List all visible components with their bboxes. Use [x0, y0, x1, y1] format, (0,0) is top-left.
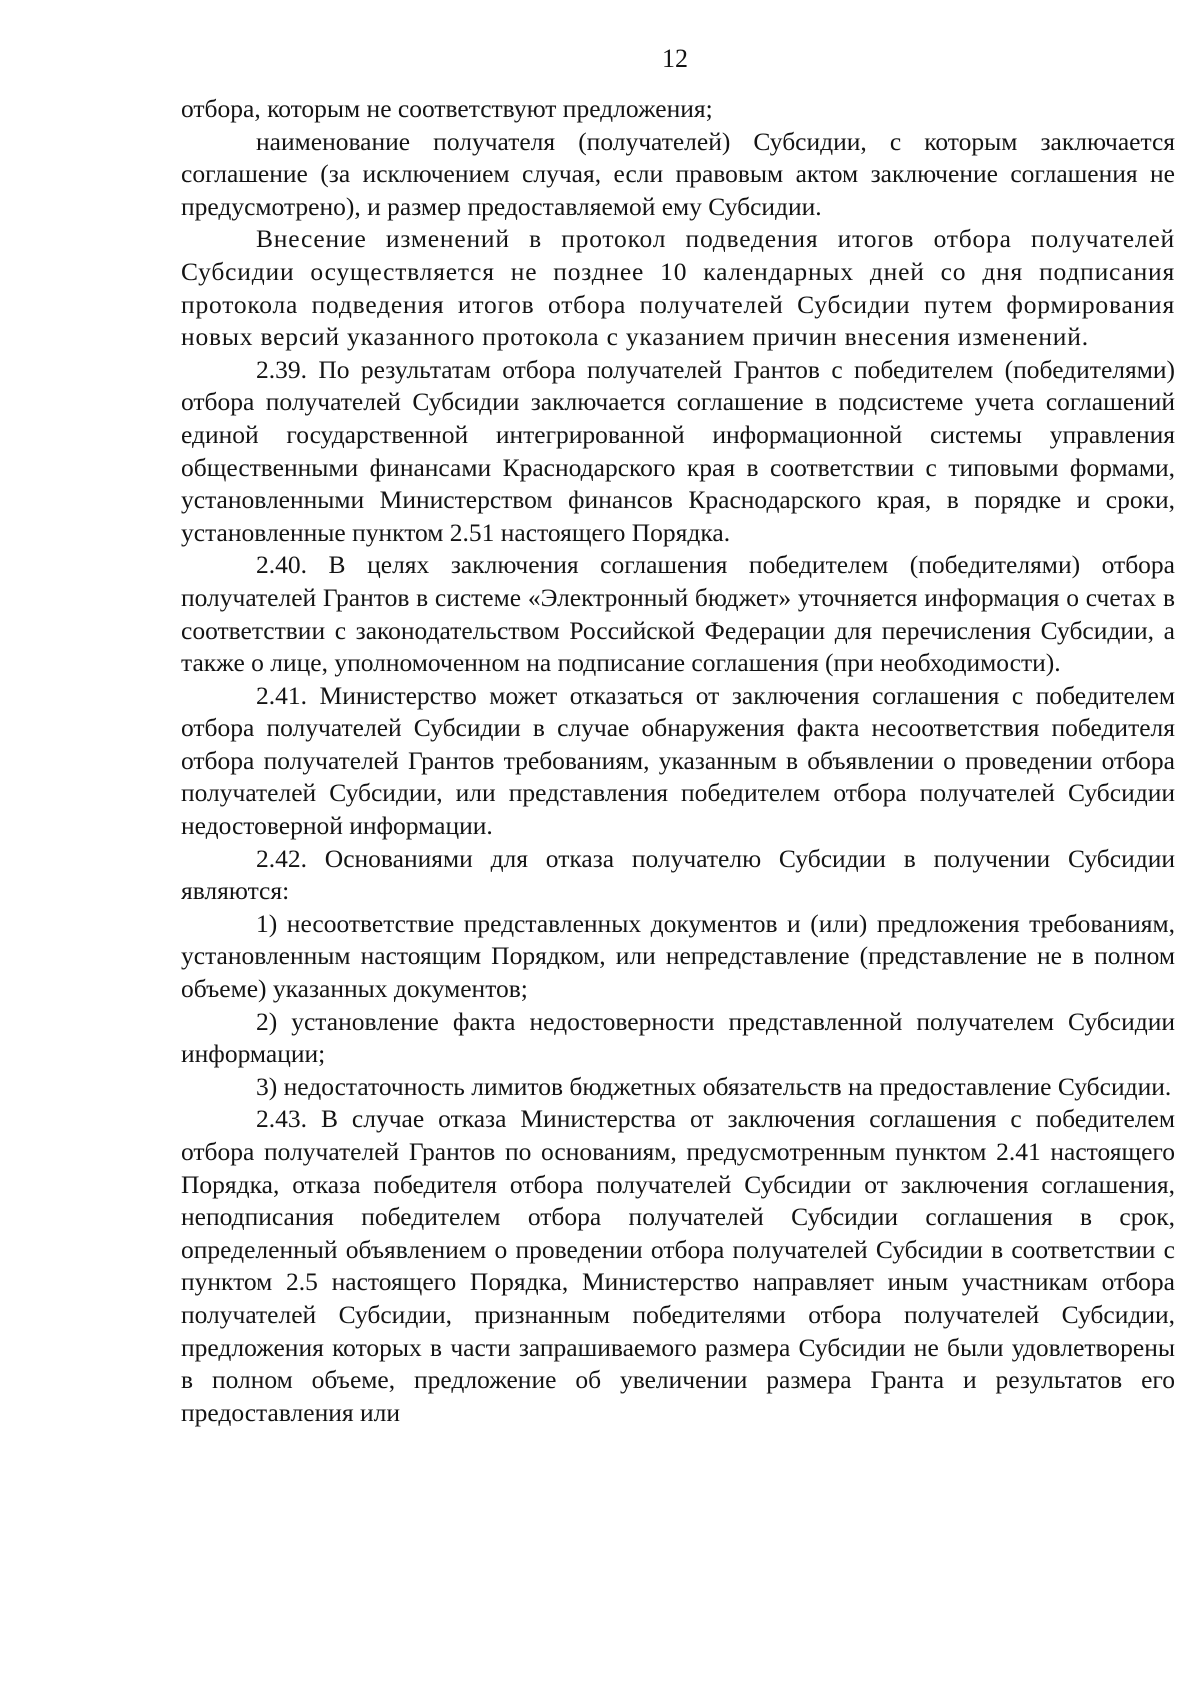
paragraph-2-41: 2.41. Министерство может отказаться от заключения соглашения с победителем отбора получателей Субсидии в случае обнаружения факта несоответствия победителя отбора получателей Грантов требованиям, указанным в объявлении о проведении отбора получателей Субсидии, или представления победителем отбора получателей Субсидии недостоверной информации. [181, 680, 1175, 841]
document-body [181, 93, 1175, 1429]
paragraph-2-43: 2.43. В случае отказа Министерства от заключения соглашения с победителем отбора получателей Грантов по основаниям, предусмотренным пунктом 2.41 настоящего Порядка, отказа победителя отбора получателей Субсидии от заключения соглашения, неподписания победителем отбора получателей Субсидии соглашения в срок, определенный объявлением о проведении отбора получателей Субсидии в соответствии с пунктом 2.5 настоящего Порядка, Министерство направляет иным участникам отбора получателей Субсидии, признанным победителями отбора получателей Субсидии, предложения которых в части запрашиваемого размера Субсидии не были удовлетворены в полном объеме, предложение об увеличении размера Гранта и результатов его предоставления или [181, 1104, 1175, 1427]
paragraph-continuation: отбора, которым не соответствуют предложения; [181, 94, 713, 123]
paragraph-recipient-name: наименование получателя (получателей) Субсидии, с которым заключается соглашение (за исключением случая, если правовым актом заключение соглашения не предусмотрено), и размер предоставляемой ему Субсидии. [181, 126, 1175, 221]
list-item-1: 1) несоответствие представленных документов и (или) предложения требованиям, установленным настоящим Порядком, или непредставление (представление не в полном объеме) указанных документов; [181, 908, 1175, 1004]
page-number: 12 [662, 44, 688, 73]
paragraph-protocol-changes: Внесение изменений в протокол подведения итогов отбора получателей Субсидии осуществляется не позднее 10 календарных дней со дня подписания протокола подведения итогов отбора получателей Субсидии путем формирования новых версий указанного протокола с указанием причин внесения изменений. [181, 224, 1175, 352]
list-item-3: 3) недостаточность лимитов бюджетных обязательств на предоставление Субсидии. [256, 1071, 1172, 1101]
paragraph-2-39: 2.39. По результатам отбора получателей Грантов с победителем (победителями) отбора получателей Субсидии заключается соглашение в подсистеме учета соглашений единой государственной интегрированной информационной системы управления общественными финансами Краснодарского края в соответствии с типовыми формами, установленными Министерством финансов Краснодарского края, в порядке и сроки, установленные пунктом 2.51 настоящего Порядка. [181, 354, 1175, 547]
paragraph-2-40: 2.40. В целях заключения соглашения победителем (победителями) отбора получателей Грантов в системе «Электронный бюджет» уточняется информация о счетах в соответствии с законодательством Российской Федерации для перечисления Субсидии, а также о лице, уполномоченном на подписание соглашения (при необходимости). [181, 550, 1175, 678]
list-item-2: 2) установление факта недостоверности представленной получателем Субсидии информации; [181, 1006, 1175, 1069]
paragraph-2-42: 2.42. Основаниями для отказа получателю Субсидии в получении Субсидии являются: [181, 843, 1175, 906]
